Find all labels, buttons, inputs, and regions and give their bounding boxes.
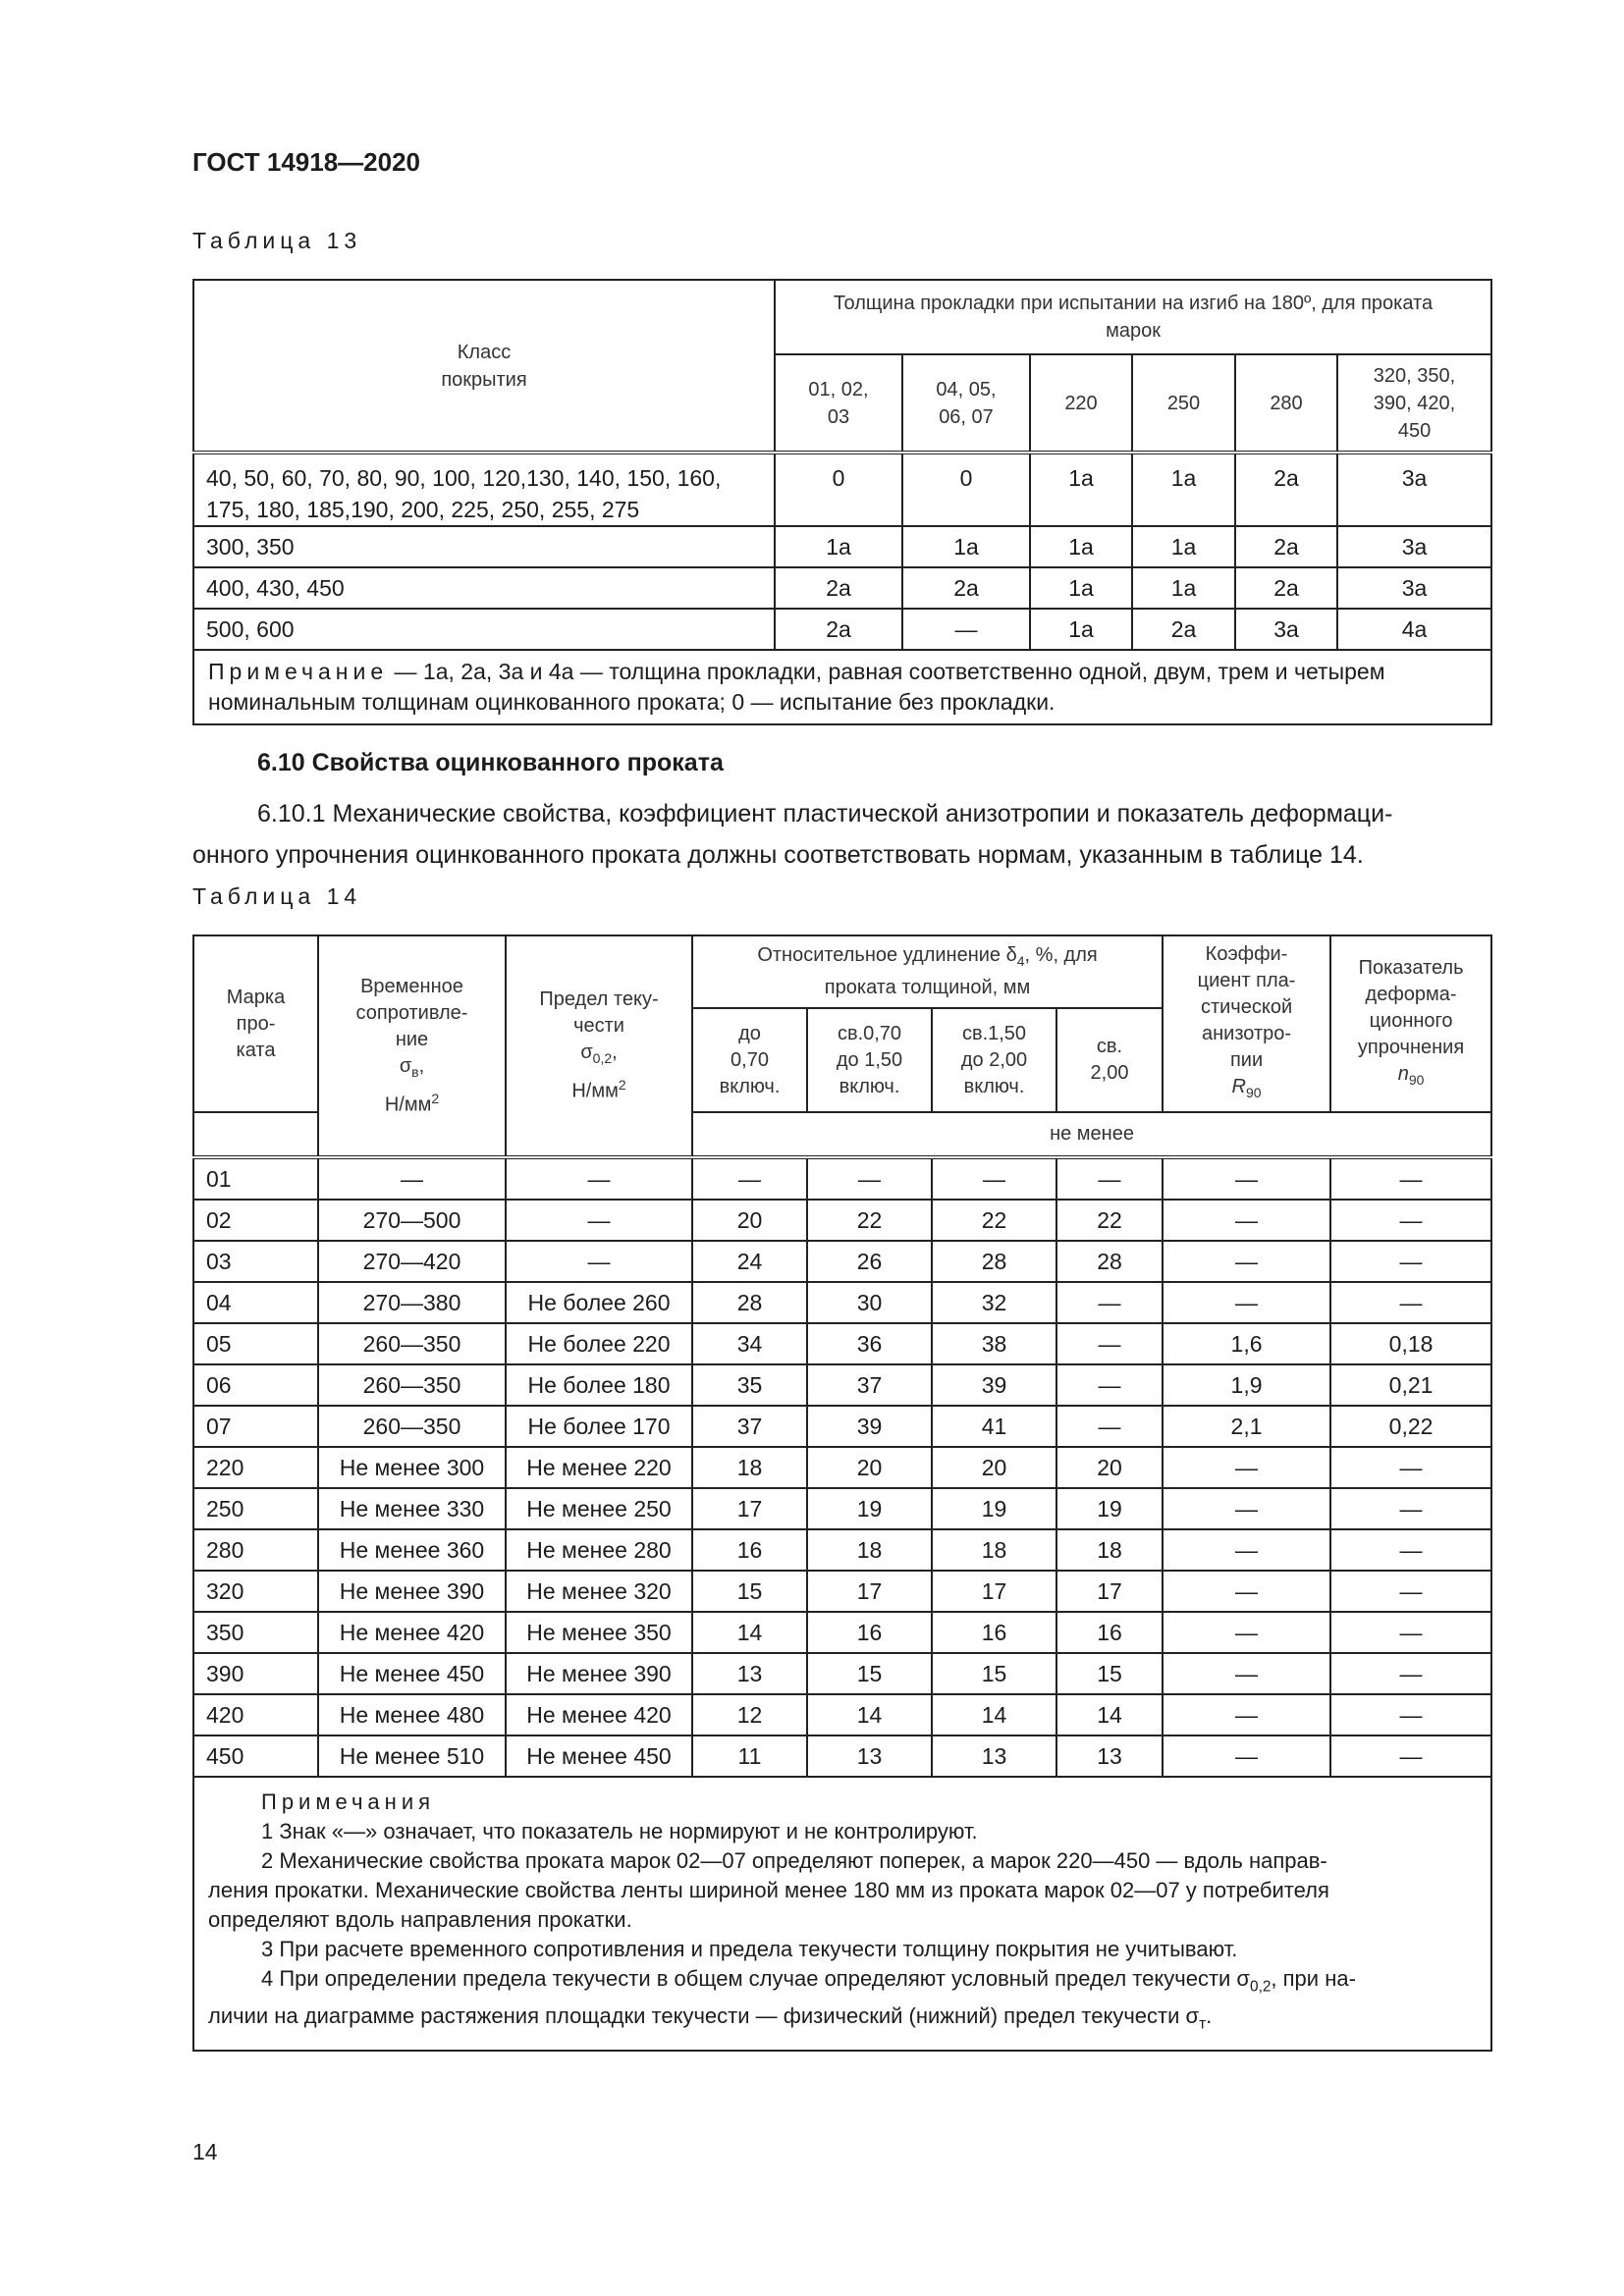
- hardening-header: Показатель деформа- ционного упрочнения $n_{90}$: [1330, 935, 1491, 1112]
- value-cell: 24: [692, 1241, 807, 1282]
- value-cell: 1а: [1132, 567, 1235, 609]
- section-paragraph: 6.10.1 Механические свойства, коэффициент пластической анизотропии и показатель деформаци- онного упрочнения оцинкованного проката должны соответствовать нормам, указанным в таблице 14.: [192, 800, 1393, 869]
- value-cell: —: [506, 1157, 692, 1200]
- value-cell: 22: [1056, 1200, 1163, 1241]
- table-row: [193, 567, 1491, 609]
- value-cell: Не менее 450: [318, 1653, 506, 1694]
- value-cell: 14: [1056, 1694, 1163, 1735]
- table-row: [193, 1364, 1491, 1406]
- value-cell: 2а: [775, 567, 902, 609]
- value-cell: 18: [807, 1529, 932, 1571]
- value-cell: Не менее 220: [506, 1447, 692, 1488]
- value-cell: —: [1163, 1282, 1330, 1323]
- value-cell: —: [692, 1157, 807, 1200]
- value-cell: 17: [692, 1488, 807, 1529]
- value-cell: Не более 180: [506, 1364, 692, 1406]
- value-cell: 14: [807, 1694, 932, 1735]
- table-13-caption: Таблица 13: [192, 228, 362, 253]
- value-cell: Не менее 360: [318, 1529, 506, 1571]
- value-cell: —: [1330, 1612, 1491, 1653]
- table-row: [193, 1612, 1491, 1653]
- value-cell: 2а: [1235, 567, 1337, 609]
- value-cell: —: [1056, 1323, 1163, 1364]
- value-cell: 14: [692, 1612, 807, 1653]
- value-cell: —: [1163, 1653, 1330, 1694]
- value-cell: —: [1330, 1447, 1491, 1488]
- mark-header: Марка про- ката: [193, 935, 318, 1112]
- value-cell: 35: [692, 1364, 807, 1406]
- mark-header: 250: [1132, 354, 1235, 453]
- mark-cell: 02: [193, 1200, 318, 1241]
- value-cell: 1а: [1132, 526, 1235, 567]
- value-cell: 1а: [775, 526, 902, 567]
- thickness-header: св. 2,00: [1056, 1008, 1163, 1112]
- value-cell: Не менее 330: [318, 1488, 506, 1529]
- page-number: 14: [192, 2139, 218, 2164]
- value-cell: 15: [1056, 1653, 1163, 1694]
- section-title: 6.10 Свойства оцинкованного проката: [257, 749, 724, 776]
- table-row: [193, 1488, 1491, 1529]
- value-cell: 3а: [1235, 609, 1337, 650]
- value-cell: 39: [932, 1364, 1056, 1406]
- value-cell: —: [1330, 1653, 1491, 1694]
- mark-cell: 420: [193, 1694, 318, 1735]
- table-13-note: Примечание — 1а, 2а, 3а и 4а — толщина прокладки, равная соответственно одной, двум, трем и четырем номинальным толщинам оцинкованного проката; 0 — испытание без прокладки.: [193, 650, 1491, 724]
- value-cell: 34: [692, 1323, 807, 1364]
- mark-header: 01, 02, 03: [775, 354, 902, 453]
- value-cell: 14: [932, 1694, 1056, 1735]
- value-cell: —: [1330, 1694, 1491, 1735]
- value-cell: 28: [692, 1282, 807, 1323]
- value-cell: —: [1163, 1529, 1330, 1571]
- value-cell: Не менее 510: [318, 1735, 506, 1777]
- value-cell: —: [1163, 1488, 1330, 1529]
- mark-header: 280: [1235, 354, 1337, 453]
- value-cell: —: [1163, 1241, 1330, 1282]
- table-row: [193, 1157, 1491, 1200]
- value-cell: 12: [692, 1694, 807, 1735]
- value-cell: —: [1330, 1735, 1491, 1777]
- value-cell: 13: [1056, 1735, 1163, 1777]
- value-cell: 19: [932, 1488, 1056, 1529]
- value-cell: 260—350: [318, 1406, 506, 1447]
- value-cell: 0: [775, 453, 902, 526]
- anisotropy-header: Коэффи- циент пла- стической анизотро- пии $R_{90}$: [1163, 935, 1330, 1112]
- value-cell: 37: [692, 1406, 807, 1447]
- mark-cell: 07: [193, 1406, 318, 1447]
- value-cell: 26: [807, 1241, 932, 1282]
- value-cell: Не менее 320: [506, 1571, 692, 1612]
- value-cell: —: [318, 1157, 506, 1200]
- value-cell: —: [506, 1241, 692, 1282]
- value-cell: Не менее 450: [506, 1735, 692, 1777]
- value-cell: Не менее 280: [506, 1529, 692, 1571]
- value-cell: 18: [692, 1447, 807, 1488]
- value-cell: Не менее 350: [506, 1612, 692, 1653]
- value-cell: —: [1330, 1488, 1491, 1529]
- table-row: [193, 1447, 1491, 1488]
- document-header: ГОСТ 14918—2020: [192, 147, 420, 177]
- value-cell: —: [1330, 1200, 1491, 1241]
- value-cell: —: [1163, 1157, 1330, 1200]
- value-cell: 0,18: [1330, 1323, 1491, 1364]
- value-cell: 22: [807, 1200, 932, 1241]
- mark-cell: 01: [193, 1157, 318, 1200]
- mark-cell: 350: [193, 1612, 318, 1653]
- value-cell: —: [1163, 1200, 1330, 1241]
- class-cell: 400, 430, 450: [193, 567, 775, 609]
- value-cell: 16: [1056, 1612, 1163, 1653]
- value-cell: 13: [932, 1735, 1056, 1777]
- value-cell: 3а: [1337, 526, 1491, 567]
- value-cell: Не менее 390: [506, 1653, 692, 1694]
- value-cell: 15: [807, 1653, 932, 1694]
- value-cell: Не более 170: [506, 1406, 692, 1447]
- value-cell: 0,21: [1330, 1364, 1491, 1406]
- table-row: [193, 1241, 1491, 1282]
- value-cell: 2а: [775, 609, 902, 650]
- value-cell: 2а: [1235, 526, 1337, 567]
- value-cell: 16: [932, 1612, 1056, 1653]
- value-cell: 17: [1056, 1571, 1163, 1612]
- value-cell: 1а: [1132, 453, 1235, 526]
- value-cell: 11: [692, 1735, 807, 1777]
- value-cell: —: [1163, 1694, 1330, 1735]
- value-cell: 3а: [1337, 453, 1491, 526]
- value-cell: 1,9: [1163, 1364, 1330, 1406]
- value-cell: 17: [932, 1571, 1056, 1612]
- value-cell: 4а: [1337, 609, 1491, 650]
- value-cell: 19: [807, 1488, 932, 1529]
- value-cell: 1,6: [1163, 1323, 1330, 1364]
- elongation-group-header: Относительное удлинение $\delta_4$, %, для проката толщиной, мм: [692, 935, 1163, 1008]
- class-cell: 300, 350: [193, 526, 775, 567]
- mark-cell: 280: [193, 1529, 318, 1571]
- value-cell: 28: [1056, 1241, 1163, 1282]
- table-14: [192, 934, 1492, 2052]
- table-13: [192, 279, 1492, 725]
- yield-strength-header: Предел теку- чести $\sigma_{0,2}$, $Н/мм^2$: [506, 935, 692, 1157]
- mark-cell: 390: [193, 1653, 318, 1694]
- value-cell: Не менее 390: [318, 1571, 506, 1612]
- mark-header-spacer: [193, 1112, 318, 1157]
- value-cell: 1а: [1030, 526, 1132, 567]
- value-cell: 270—380: [318, 1282, 506, 1323]
- value-cell: 16: [807, 1612, 932, 1653]
- value-cell: 37: [807, 1364, 932, 1406]
- table-14-notes: Примечания 1 Знак «—» означает, что показатель не нормируют и не контролируют. 2 Механические свойства проката марок 02—07 определяют поперек, а марок 220—450 — вдоль направ- ления прокатки. Механические свойства ленты шириной менее 180 мм из проката марок 02—07 у потребителя определяют вдоль направления прокатки. 3 При расчете временного сопротивления и предела текучести толщину покрытия не учитывают. 4 При определении предела текучести в общем случае определяют условный предел текучести $\sigma_{0,2}$, при на- личии на диаграмме растяжения площадки текучести — физический (нижний) предел текучести $\sigma_т$.: [193, 1777, 1491, 2051]
- value-cell: 38: [932, 1323, 1056, 1364]
- value-cell: 2а: [1235, 453, 1337, 526]
- mark-cell: 450: [193, 1735, 318, 1777]
- value-cell: 19: [1056, 1488, 1163, 1529]
- value-cell: —: [1056, 1282, 1163, 1323]
- value-cell: Не менее 480: [318, 1694, 506, 1735]
- table-row: [193, 526, 1491, 567]
- value-cell: 1а: [1030, 453, 1132, 526]
- value-cell: —: [1163, 1612, 1330, 1653]
- value-cell: 17: [807, 1571, 932, 1612]
- value-cell: Не менее 250: [506, 1488, 692, 1529]
- value-cell: 0: [902, 453, 1030, 526]
- value-cell: 13: [692, 1653, 807, 1694]
- mark-cell: 04: [193, 1282, 318, 1323]
- value-cell: —: [1056, 1157, 1163, 1200]
- minimum-label: не менее: [692, 1112, 1491, 1157]
- mark-header: 320, 350, 390, 420, 450: [1337, 354, 1491, 453]
- table-row: [193, 1694, 1491, 1735]
- value-cell: 3а: [1337, 567, 1491, 609]
- mark-cell: 250: [193, 1488, 318, 1529]
- value-cell: 2а: [902, 567, 1030, 609]
- thickness-group-header: Толщина прокладки при испытании на изгиб на 180º, для проката марок: [775, 280, 1491, 354]
- mark-cell: 320: [193, 1571, 318, 1612]
- value-cell: 39: [807, 1406, 932, 1447]
- table-row: [193, 453, 1491, 526]
- value-cell: Не менее 420: [506, 1694, 692, 1735]
- thickness-header: св.1,50 до 2,00 включ.: [932, 1008, 1056, 1112]
- value-cell: 20: [692, 1200, 807, 1241]
- value-cell: 1а: [902, 526, 1030, 567]
- value-cell: 2,1: [1163, 1406, 1330, 1447]
- value-cell: 13: [807, 1735, 932, 1777]
- value-cell: 270—420: [318, 1241, 506, 1282]
- value-cell: —: [932, 1157, 1056, 1200]
- value-cell: Не более 260: [506, 1282, 692, 1323]
- value-cell: 260—350: [318, 1364, 506, 1406]
- value-cell: —: [1163, 1571, 1330, 1612]
- table-row: [193, 1735, 1491, 1777]
- value-cell: 1а: [1030, 567, 1132, 609]
- value-cell: —: [1330, 1529, 1491, 1571]
- value-cell: 20: [1056, 1447, 1163, 1488]
- table-row: [193, 1406, 1491, 1447]
- mark-cell: 06: [193, 1364, 318, 1406]
- value-cell: 20: [807, 1447, 932, 1488]
- mark-cell: 05: [193, 1323, 318, 1364]
- tensile-strength-header: Временное сопротивле- ние $\sigma_в$, $Н/мм^2$: [318, 935, 506, 1157]
- value-cell: 270—500: [318, 1200, 506, 1241]
- table-row: [193, 1323, 1491, 1364]
- mark-header: 220: [1030, 354, 1132, 453]
- value-cell: —: [902, 609, 1030, 650]
- value-cell: 18: [1056, 1529, 1163, 1571]
- value-cell: 28: [932, 1241, 1056, 1282]
- value-cell: 30: [807, 1282, 932, 1323]
- value-cell: Не менее 300: [318, 1447, 506, 1488]
- value-cell: —: [1330, 1282, 1491, 1323]
- value-cell: 260—350: [318, 1323, 506, 1364]
- thickness-header: до 0,70 включ.: [692, 1008, 807, 1112]
- mark-cell: 03: [193, 1241, 318, 1282]
- table-row: [193, 1653, 1491, 1694]
- mark-header: 04, 05, 06, 07: [902, 354, 1030, 453]
- table-row: [193, 1571, 1491, 1612]
- value-cell: —: [1056, 1406, 1163, 1447]
- value-cell: Не менее 420: [318, 1612, 506, 1653]
- value-cell: —: [807, 1157, 932, 1200]
- class-header: Класс покрытия: [193, 280, 775, 453]
- value-cell: 22: [932, 1200, 1056, 1241]
- value-cell: 20: [932, 1447, 1056, 1488]
- value-cell: —: [1163, 1447, 1330, 1488]
- value-cell: —: [1330, 1157, 1491, 1200]
- table-row: [193, 609, 1491, 650]
- value-cell: 41: [932, 1406, 1056, 1447]
- value-cell: —: [1330, 1241, 1491, 1282]
- table-row: [193, 1282, 1491, 1323]
- value-cell: Не более 220: [506, 1323, 692, 1364]
- class-cell: 500, 600: [193, 609, 775, 650]
- class-cell: 40, 50, 60, 70, 80, 90, 100, 120,130, 140, 150, 160, 175, 180, 185,190, 200, 225, 250, 255, 275: [193, 453, 775, 526]
- value-cell: 36: [807, 1323, 932, 1364]
- table-row: [193, 1529, 1491, 1571]
- table-14-caption: Таблица 14: [192, 883, 362, 909]
- value-cell: 16: [692, 1529, 807, 1571]
- value-cell: —: [1163, 1735, 1330, 1777]
- table-row: [193, 1200, 1491, 1241]
- value-cell: 32: [932, 1282, 1056, 1323]
- value-cell: —: [1056, 1364, 1163, 1406]
- value-cell: 15: [692, 1571, 807, 1612]
- mark-cell: 220: [193, 1447, 318, 1488]
- value-cell: —: [1330, 1571, 1491, 1612]
- value-cell: —: [506, 1200, 692, 1241]
- value-cell: 15: [932, 1653, 1056, 1694]
- value-cell: 2а: [1132, 609, 1235, 650]
- value-cell: 18: [932, 1529, 1056, 1571]
- value-cell: 0,22: [1330, 1406, 1491, 1447]
- thickness-header: св.0,70 до 1,50 включ.: [807, 1008, 932, 1112]
- value-cell: 1а: [1030, 609, 1132, 650]
